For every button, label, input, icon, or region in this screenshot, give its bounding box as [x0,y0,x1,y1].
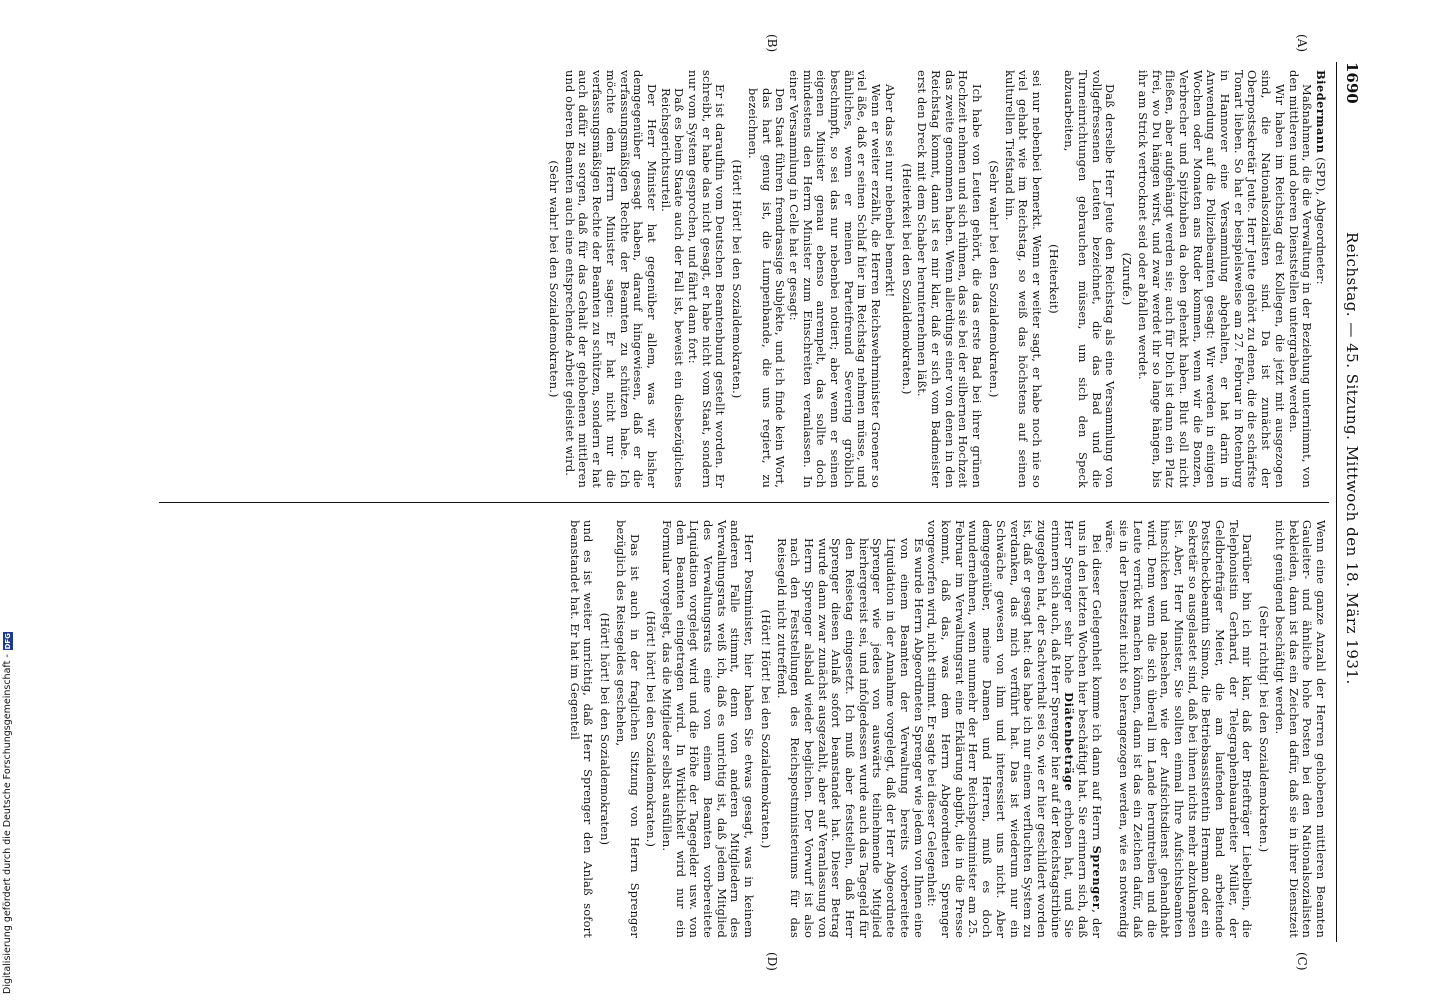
page-number: 1690 [1343,62,1361,104]
interjection: (Hört! Hört! bei den Sozialdemokraten.) [730,159,745,399]
block-quote: Es wurde Herrn Abgeordneten Sprenger wie jedem von Ihnen eine von einem Beamten der Verwaltung bereits vorbereitete Liquidation in der Annahme vorgelegt, daß der Herr Abgeordnete Sprenger wie jedes von auswärts teilnehmende Mitglied hierhergereist sei, und infolgedessen wurde auch das Tagegeld für den Reisetag eingesetzt. Ich muß aber feststellen, daß Herr Sprenger diesen Anlaß sofort beanstandet hat. Dieser Betrag wurde dann zwar zunächst ausgezahlt, aber auf Veranlassung von Herrn Sprenger alsbald wieder beglichen. Der Vorwurf ist also nach den Feststellungen des Reichspostministeriums für das Reisegeld nicht zutreffend. [774,538,926,938]
paragraph: Maßnahmen, die die Verwaltung in der Beziehung unternimmt, von den mittleren und oberen Dienststellen untergraben werden. [1286,70,1315,488]
margin-marker-b: (B) [765,34,779,53]
block-quote: Daß es beim Staate auch der Fall ist, beweist ein diesbezügliches Reichsgerichtsurteil. [658,88,687,488]
interjection: (Heiterkeit) [1046,244,1061,314]
paragraph: Wenn eine ganze Anzahl der Herren gehobenen mittleren Beamten Gauleiter- und ähnliche hohe Posten bei den Nationalsozialisten bekleiden, dann ist das ein Zeichen dafür, daß sie in ihrer Dienstzeit nicht genügend beschäftigt werden. [1272,520,1328,938]
digitization-credit [0,554,16,1000]
paragraph: Das ist auch in der fraglichen Sitzung von Herrn Sprenger bezüglich des Reisegeldes geschehen, [613,520,642,938]
block-quote: Den Staat führen fremdrassige Subjekte, und ich finde kein Wort, das hart genug ist, die Lumpenbande, die uns regiert, zu bezeichnen. [745,88,788,488]
interjection: (Hört! Hört! bei den Sozialdemokraten.) [758,609,773,849]
speaker-suffix: (SPD), Abgeordneter: [1314,157,1328,285]
text-run: Bei dieser Gelegenheit komme ich dann auf Herrn [1089,534,1104,841]
document-page [135,34,1365,971]
column-divider [159,502,1329,503]
paragraph: Er ist daraufhin vom Deutschen Beamtenbund gestellt worden. Er schreibt, er habe das nicht gesagt, er habe nicht vom Staat, sondern nur vom System gesprochen, und fährt dann fort: [686,70,728,488]
paragraph: Aber das sei nur nebenbei bemerkt! [882,84,897,298]
paragraph: sei nur nebenbei bemerkt. Wenn er weiter sagt, er habe noch nie so viel gehabt wie im Reichstag, so weiß das höchstens auf seinen kulturellen Tiefstand hin. [1002,70,1044,488]
term-reference: Diätenbeträge [1062,692,1077,792]
interjection: (Sehr wahr! bei den Sozialdemokraten.) [986,160,1001,398]
paragraph: Daß derselbe Herr Jeute den Reichstag als eine Versammlung von vollgefressenen Leuten bezeichnet, die das Bad und die Turneinrichtungen gebrauchen müssen, um sich den Speck abzuarbeiten, [1062,70,1118,488]
header-rule [1336,62,1337,942]
margin-marker-a: (A) [1295,34,1309,53]
paragraph: Der Herr Minister hat gegenüber allem, was wir bisher demgegenüber gesagt haben, darauf hingewiesen, daß er die verfassungsmäßigen Rechte der Beamten zu schützen habe. Ich möchte dem Herrn Minister sagen: Er hat nicht nur die verfassungsmäßigen Rechte der Beamten zu schützen, sondern er hat auch dafür zu sorgen, daß für das Gehalt der gehobenen mittleren und oberen Beamten auch eine entsprechende Arbeit geleistet wird. [562,70,659,488]
paragraph: Wenn er weiter erzählt, die Herren Reichswehrminister Groener so viel äße, daß er seinen Schlaf hier im Reichstag nehmen müsse, und ähnliches, wenn er meinen Parteifreund Severing gröblich beschimpft, so sei das nur nebenbei notiert; aber wenn er seinen eigenen Minister genau ebenso anrempelt, das sollte doch mindestens den Herrn Minister zum Einschreiten veranlassen. In einer Versammlung in Celle hat er gesagt: [786,70,884,488]
text-run: erhoben hat, und Sie erinnern sich auch, daß Herr Sprenger hier auf der Reichstagstribüne zugegeben hat, der Sachverhalt sei so, wie er hier geschildert worden ist, daß er gesagt hat: das habe ich nur einem verfluchten System zu verdanken, das mich verführt hat. Das ist wiederum nur ein Schwäche gewesen von ihm und interessiert uns nicht. Aber demgegenüber, meine Damen und Herren, muß es doch wundernehmen, wenn nunmehr der Herr Reichspostminister am 25. Februar im Verwaltungsrat eine Erklärung abgibt, die in die Presse kommt, daß das, was dem Herrn Abgeordneten Sprenger vorgeworfen wird, nicht stimmt. Er sagte bei dieser Gelegenheit: [925,520,1077,939]
paragraph: und es ist weiter unrichtig, daß Herr Sprenger den Anlaß sofort beanstandet hat. Er hat im Gegenteil [567,520,596,938]
dfg-logo: DFG [3,633,12,650]
interjection: (Zurufe.) [1120,252,1135,306]
interjection: (Hört! hört! bei den Sozialdemokraten.) [644,610,659,848]
paragraph: Herr Postminister, hier haben Sie etwas gesagt, was in keinem anderen Falle stimmt, denn von anderen Mitgliedern des Verwaltungsrats weiß ich, daß es unrichtig ist, daß jedem Mitglied des Verwaltungsrats eine von einem Beamten vorbereitete Liquidation vorgelegt wird und die Höhe der Tagegelder usw. von dem Beamten eingetragen wird. In Wirklichkeit wird nur ein Formular vorgelegt, das die Mitglieder selbst ausfüllen. [659,520,757,938]
speaker-line [1313,70,1327,488]
interjection: (Hört! hört! bei den Sozialdemokraten) [598,612,613,846]
paragraph: Wir haben im Reichstag drei Kollegen, die jetzt mit ausgezogen sind, die Nationalsozialisten sind. Da ist zunächst der Oberpostsekretär Jeute. Herr Jeute gehört zu denen, die die schärfste Tonart lieben. So hat er beispielsweise am 27. Februar in Rotenburg in Hannover eine Versammlung abgehalten, er hat darin in Anwendung auf die Polizeibeamten gesagt: Wir werden in einigen Wochen oder Monaten ans Ruder kommen, wenn wir die Bonzen, Verbrecher und Spitzbuben da oben gehenkt haben. Blut soll nicht fließen, aber aufgehängt werden sie; auch für Dich ist dann ein Platz frei, wo Du hängen wirst, und zwar werdet ihr so lange hängen, bis ihr am Strick vertrocknet seid oder abfallen werdet. [1135,70,1287,488]
interjection: (Heiterkeit bei den Sozialdemokraten.) [899,163,914,395]
right-column [567,520,1327,938]
speaker-name: Biedermann [1314,70,1328,154]
interjection: (Sehr wahr! bei den Sozialdemokraten.) [547,160,562,398]
speaker-reference: Sprenger [1089,845,1104,910]
page-header [1339,62,1365,942]
credit-text: Digitalisierung gefördert durch die Deutsche Forschungsgemeinschaft - [2,654,13,994]
margin-marker-d: (D) [765,952,779,971]
paragraph [925,520,1103,938]
paragraph: Ich habe von Leuten gehört, die das erste Bad bei ihrer grünen Hochzeit nehmen und sich rühmen, das sie bei der silbernen Hochzeit das zweite genommen haben. Wenn allerdings einer von denen in den Reichstag kommt, dann ist es mir klar, daß er sich vom Badmeister erst den Dreck mit dem Schaber herunternehmen läßt. [915,70,985,488]
margin-marker-c: (C) [1295,952,1309,971]
paragraph: Darüber bin ich mir klar, daß der Briefträger Liebelbein, die Telephonistin Gerhard, der Telegraphenbauarbeiter Müller, der Geldbriefträger Meier, die am laufenden Band arbeitende Postscheckbeamtin Simon, die Betriebsassistentin Hermann oder ein Sekretär so ausgelastet sind, daß bei ihnen nichts mehr abzuknapsen ist. Aber, Herr Minister, Sie sollten einmal Ihre Aufsichtsbeamten hinschicken und nachsehen, wie der Aufsichtsdienst gehandhabt wird. Denn wenn die sich überall im Lande herumtreiben und die Leute verrückt machen können, dann ist das ein Zeichen dafür, daß sie in der Dienstzeit nicht so herangezogen werden, wie es notwendig wäre. [1103,520,1255,938]
interjection: (Sehr richtig! bei den Sozialdemokraten.) [1257,605,1272,853]
text-run: , der uns in den letzten Wochen hier beschäftigt hat. Sie erinnern sich, daß Herr Sprenger sehr hohe [1062,520,1104,938]
left-column [543,70,1327,488]
running-head: Reichstag. — 45. Sitzung. Mittwoch den 18. März 1931. [1343,232,1361,685]
